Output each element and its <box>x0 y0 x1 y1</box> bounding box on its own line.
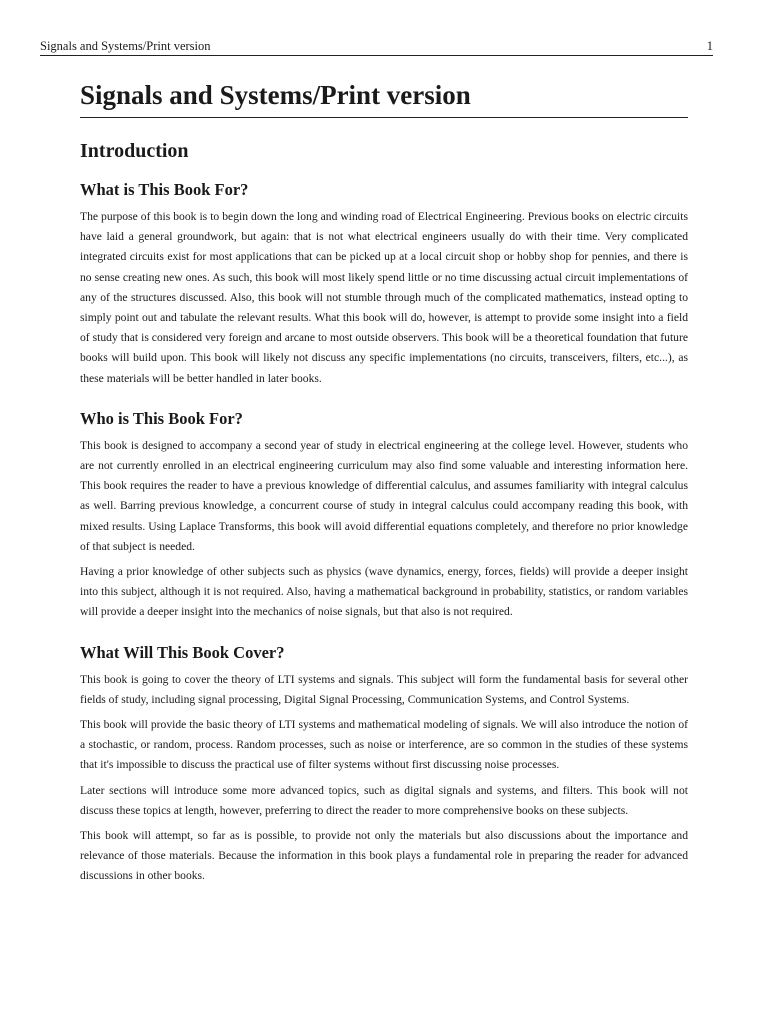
paragraph: The purpose of this book is to begin down the long and winding road of Electrical Engineering. Previous books on electric circuits have laid a general groundwork, but again: that is not what electrical engineers usually do with their time. Very complicated integrated circuits exist for most applications that can be picked up at a local circuit shop or hobby shop for pennies, and there is no sense creating new ones. As such, this book will most likely spend little or no time discussing actual circuit implementations of any of the structures discussed. Also, this book will not stumble through much of the complicated mathematics, instead opting to simply point out and tabulate the relevant results. What this book will do, however, is attempt to provide some insight into a field of study that is considered very foreign and arcane to most outside observers. This book will be a theoretical foundation that future books will build upon. This book will likely not discuss any specific implementations (no circuits, transceivers, filters, etc...), as these materials will be better handled in later books. <box>80 210 688 385</box>
page-content <box>80 78 688 892</box>
subsection-heading-what-will-this-book-cover: What Will This Book Cover? <box>80 642 285 662</box>
page-number: 1 <box>706 39 713 53</box>
paragraph: This book will provide the basic theory of LTI systems and mathematical modeling of signals. We will also introduce the notion of a stochastic, or random, process. Random processes, such as noise or interference, are so common in the studies of these systems that it's impossible to discuss the practical use of filter systems without first discussing noise processes. <box>80 718 688 772</box>
paragraph: This book will attempt, so far as is possible, to provide not only the materials but also discussions about the importance and relevance of those materials. Because the information in this book plays a fundamental role in preparing the reader for advanced discussions in other books. <box>80 829 688 883</box>
subsection-heading-who-is-this-book-for: Who is This Book For? <box>80 408 243 428</box>
section-heading-introduction: Introduction <box>80 140 189 162</box>
running-header <box>40 37 713 56</box>
paragraph: Having a prior knowledge of other subjects such as physics (wave dynamics, energy, forces, fields) will provide a deeper insight into this subject, although it is not required. Also, having a mathematical background in probability, statistics, or random variables will provide a deeper insight into the mechanics of noise signals, but that also is not required. <box>80 565 688 619</box>
paragraph: This book is designed to accompany a second year of study in electrical engineering at the college level. However, students who are not currently enrolled in an electrical engineering curriculum may also find some valuable and interesting information here. This book requires the reader to have a previous knowledge of differential calculus, and assumes familiarity with integral calculus as well. Barring previous knowledge, a concurrent course of study in integral calculus could accompany reading this book, with mixed results. Using Laplace Transforms, this book will avoid differential equations completely, and therefore no prior knowledge of that subject is needed. <box>80 438 688 553</box>
running-header-title: Signals and Systems/Print version <box>40 39 211 53</box>
document-title: Signals and Systems/Print version <box>80 78 688 118</box>
paragraph: This book is going to cover the theory of LTI systems and signals. This subject will form the fundamental basis for several other fields of study, including signal processing, Digital Signal Processing, Communication Systems, and Control Systems. <box>80 672 688 706</box>
paragraph: Later sections will introduce some more advanced topics, such as digital signals and systems, and filters. This book will not discuss these topics at length, however, preferring to direct the reader to more comprehensive books on these subjects. <box>80 783 688 817</box>
subsection-heading-what-is-this-book-for: What is This Book For? <box>80 180 249 199</box>
